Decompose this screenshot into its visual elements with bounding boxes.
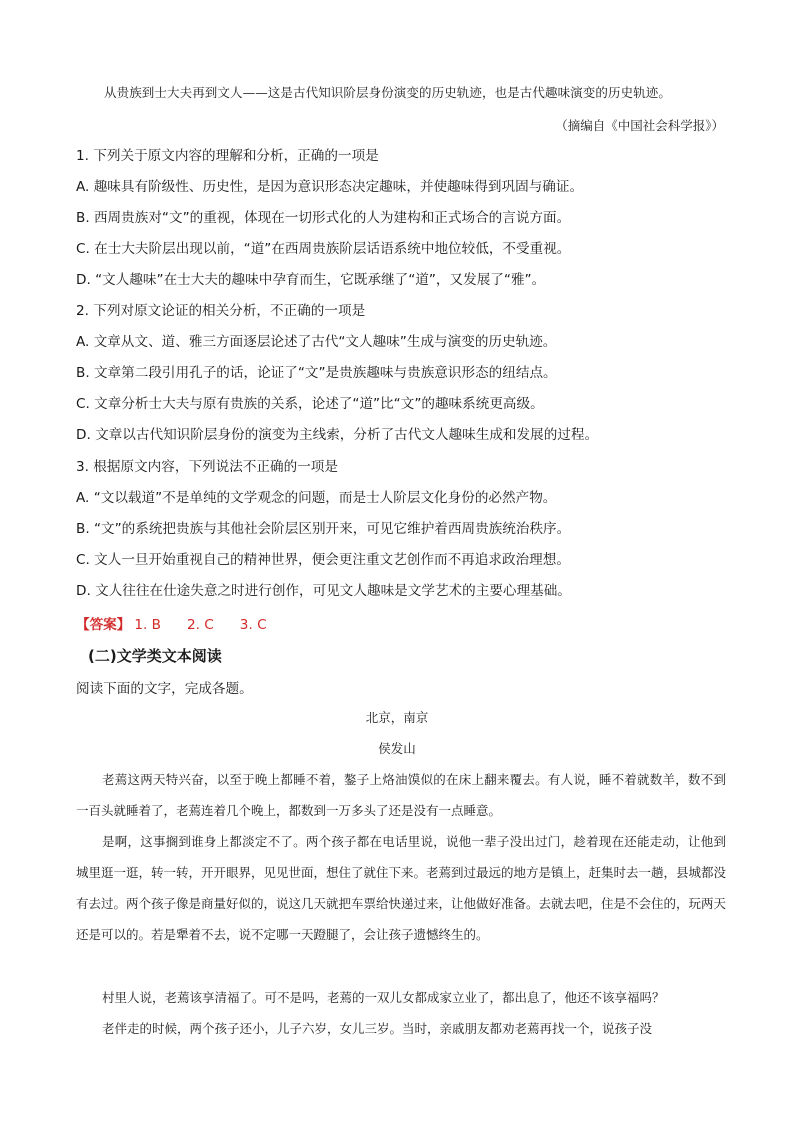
source-citation: （摘编自《中国社会科学报》） <box>555 118 724 133</box>
question-stem: 3. 根据原文内容，下列说法不正确的一项是 <box>76 459 338 475</box>
question-option: A. “文以载道”不是单纯的文学观念的问题，而是士人阶层文化身份的必然产物。 <box>76 490 557 506</box>
question-option: D. 文人往往在仕途失意之时进行创作，可见文人趣味是文学艺术的主要心理基础。 <box>76 583 571 599</box>
answer-label: 【答案】 <box>76 617 131 633</box>
section-title: (二)文学类文本阅读 <box>88 647 222 665</box>
answer-item: 3. C <box>239 617 267 633</box>
story-paragraph: 老蔫这两天特兴奋，以至于晚上都睡不着，鏊子上烙油馍似的在床上翻来覆去。有人说，睡不着就数羊，数不到一百头就睡着了，老蔫连着几个晚上，都数到一万多头了还是没有一点睡意。 <box>76 772 726 818</box>
story-author: 侯发山 <box>378 741 416 756</box>
question-option: D. “文人趣味”在士大夫的趣味中孕育而生，它既承继了“道”，又发展了“雅”。 <box>76 272 546 288</box>
answer-key <box>76 613 267 633</box>
story-title: 北京，南京 <box>365 710 429 725</box>
question-option: B. 西周贵族对“文”的重视，体现在一切形式化的人为建构和正式场合的言说方面。 <box>76 210 571 226</box>
answer-item: 2. C <box>187 617 214 633</box>
question-stem: 1. 下列关于原文内容的理解和分析，正确的一项是 <box>76 148 379 164</box>
question-option: A. 文章从文、道、雅三方面逐层论述了古代“文人趣味”生成与演变的历史轨迹。 <box>76 334 557 350</box>
question-option: C. 在士大夫阶层出现以前，“道”在西周贵族阶层话语系统中地位较低，不受重视。 <box>76 241 571 257</box>
answer-item: 1. B <box>134 617 161 633</box>
story-paragraph: 是啊，这事搁到谁身上都淡定不了。两个孩子都在电话里说，说他一辈子没出过门，趁着现在还能走动，让他到城里逛一逛，转一转，开开眼界，见见世面，想住了就住下来。老蔫到过最远的地方是镇上，赶集时去一趟，县城都没有去过。两个孩子像是商量好似的，说这几天就把车票给快递过来，让他做好准备。去就去吧，住是不会住的，玩两天还是可以的。若是犟着不去，说不定哪一天蹬腿了，会让孩子遗憾终生的。 <box>76 834 727 942</box>
question-option: B. 文章第二段引用孔子的话，论证了“文”是贵族趣味与贵族意识形态的纽结点。 <box>76 365 557 381</box>
section-instruction: 阅读下面的文字，完成各题。 <box>76 681 253 697</box>
question-option: B. “文”的系统把贵族与其他社会阶层区别开来，可见它维护着西周贵族统治秩序。 <box>76 521 571 537</box>
question-option: D. 文章以古代知识阶层身份的演变为主线索，分析了古代文人趣味生成和发展的过程。 <box>76 427 599 443</box>
question-option: A. 趣味具有阶级性、历史性，是因为意识形态决定趣味，并使趣味得到巩固与确证。 <box>76 179 584 195</box>
intro-final-sentence: 从贵族到士大夫再到文人——这是古代知识阶层身份演变的历史轨迹，也是古代趣味演变的历史轨迹。 <box>104 85 672 100</box>
question-stem: 2. 下列对原文论证的相关分析，不正确的一项是 <box>76 303 366 319</box>
story-paragraph: 老伴走的时候，两个孩子还小，儿子六岁，女儿三岁。当时，亲戚朋友都劝老蔫再找一个，说孩子没 <box>102 1021 653 1036</box>
story-paragraph: 村里人说，老蔫该享清福了。可不是吗，老蔫的一双儿女都成家立业了，都出息了，他还不该享福吗？ <box>102 990 665 1005</box>
question-option: C. 文人一旦开始重视自己的精神世界，便会更注重文艺创作而不再追求政治理想。 <box>76 552 570 568</box>
question-option: C. 文章分析士大夫与原有贵族的关系，论述了“道”比“文”的趣味系统更高级。 <box>76 396 544 412</box>
